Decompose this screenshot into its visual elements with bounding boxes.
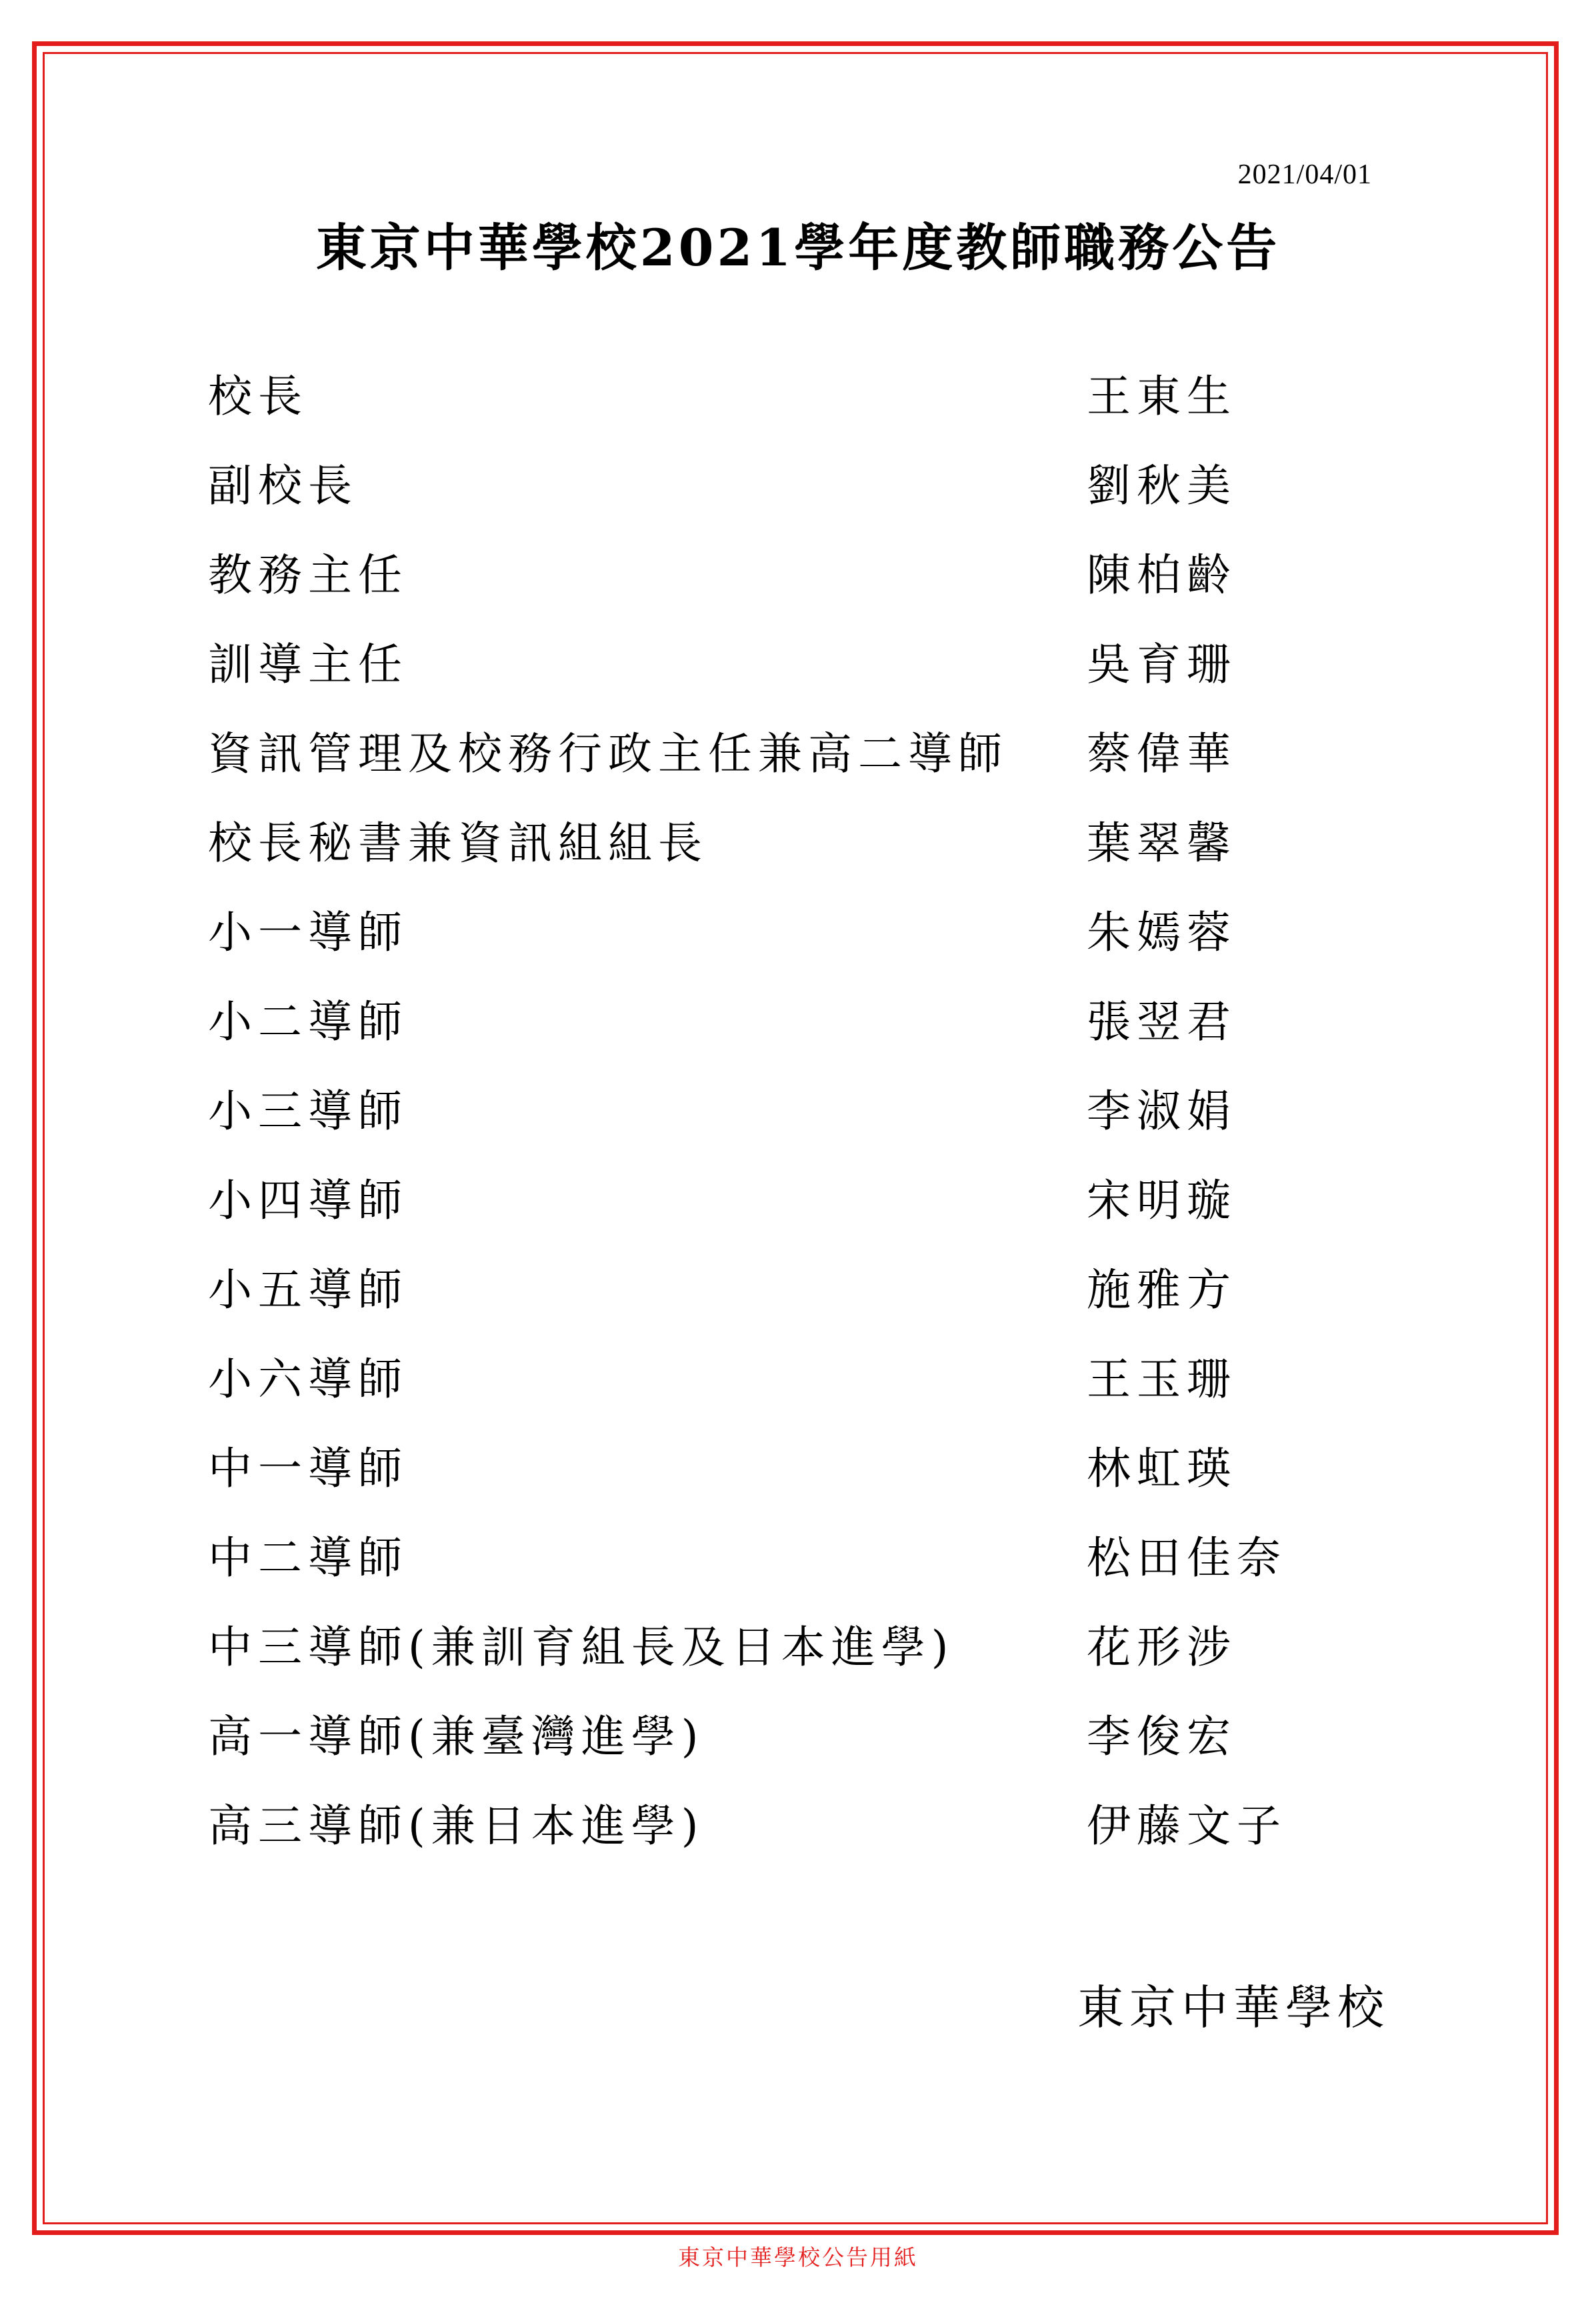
staff-name: 吳育珊 (1087, 639, 1237, 690)
announcement-date: 2021/04/01 (1237, 159, 1372, 190)
staff-name: 張翌君 (1087, 996, 1237, 1047)
staff-name: 李俊宏 (1087, 1711, 1237, 1762)
role-label: 校長 (208, 371, 308, 422)
staff-name: 劉秋美 (1087, 460, 1237, 511)
roster-row (208, 903, 1341, 992)
roster-row (208, 813, 1341, 903)
role-label: 中一導師 (208, 1443, 408, 1494)
role-label: 小一導師 (208, 907, 408, 958)
role-label: 教務主任 (208, 549, 408, 601)
role-label: 副校長 (208, 460, 358, 511)
role-label: 中三導師(兼訓育組長及日本進學) (208, 1622, 955, 1673)
role-label: 高三導師(兼日本進學) (208, 1800, 705, 1852)
roster-row (208, 724, 1341, 813)
roster-row (208, 992, 1341, 1081)
staff-name: 施雅方 (1087, 1264, 1237, 1316)
role-label: 中二導師 (208, 1532, 408, 1584)
page-title: 東京中華學校2021學年度教師職務公告 (315, 218, 1281, 277)
role-label: 小六導師 (208, 1354, 408, 1405)
role-label: 小四導師 (208, 1175, 408, 1226)
staff-name: 蔡偉華 (1087, 728, 1237, 779)
role-label: 小二導師 (208, 996, 408, 1047)
roster-row (208, 1439, 1341, 1528)
staff-name: 伊藤文子 (1087, 1800, 1287, 1852)
roster-row (208, 635, 1341, 724)
role-label: 資訊管理及校務行政主任兼高二導師 (208, 728, 1008, 779)
staff-roster (208, 367, 1341, 1886)
roster-row (208, 1350, 1341, 1439)
roster-row (208, 367, 1341, 456)
staff-name: 宋明璇 (1087, 1175, 1237, 1226)
roster-row (208, 456, 1341, 545)
role-label: 校長秘書兼資訊組組長 (208, 817, 708, 869)
role-label: 訓導主任 (208, 639, 408, 690)
staff-name: 朱嫣蓉 (1087, 907, 1237, 958)
role-label: 小三導師 (208, 1085, 408, 1137)
roster-row (208, 1796, 1341, 1886)
staff-name: 王玉珊 (1087, 1354, 1237, 1405)
staff-name: 花形涉 (1087, 1622, 1237, 1673)
school-signature: 東京中華學校 (1077, 1980, 1389, 2035)
roster-row (208, 545, 1341, 635)
roster-row (208, 1528, 1341, 1618)
staff-name: 李淑娟 (1087, 1085, 1237, 1137)
staff-name: 葉翠馨 (1087, 817, 1237, 869)
role-label: 小五導師 (208, 1264, 408, 1316)
roster-row (208, 1260, 1341, 1350)
letterhead-footer: 東京中華學校公告用紙 (678, 2244, 918, 2270)
roster-row (208, 1171, 1341, 1260)
staff-name: 林虹瑛 (1087, 1443, 1237, 1494)
roster-row (208, 1618, 1341, 1707)
staff-name: 王東生 (1087, 371, 1237, 422)
staff-name: 松田佳奈 (1087, 1532, 1287, 1584)
staff-name: 陳柏齡 (1087, 549, 1237, 601)
roster-row (208, 1081, 1341, 1171)
roster-row (208, 1707, 1341, 1796)
role-label: 高一導師(兼臺灣進學) (208, 1711, 705, 1762)
